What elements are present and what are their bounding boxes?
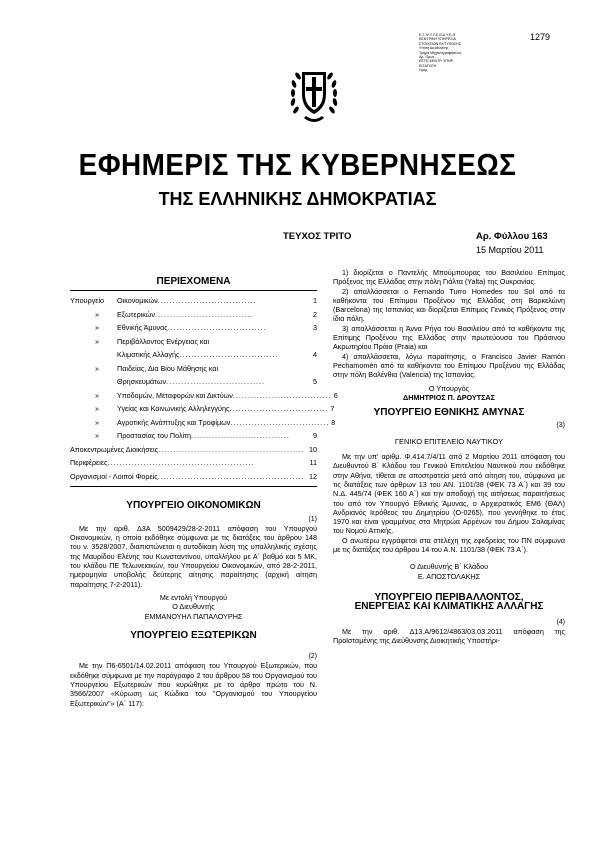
toc-dots: ................................. (232, 390, 332, 400)
gazette-title: ΕΦΗΜΕΡΙΣ ΤΗΣ ΚΥΒΕΡΝΗΣΕΩΣ (78, 147, 517, 182)
stamp-line: ΕΙΣΑΓΩΓΗ (419, 63, 437, 68)
toc-text: Υποδομών, Μεταφορών και Δικτύων (117, 390, 233, 400)
decision-text: Με την Π6-6501/14.02.2011 απόφαση του Υπουργού Εξωτερικών, που εκδόθηκε σύμφωνα με την παράγραφο 2 του άρθρου 58 του Οργανισμού του Υπουργείου Εξωτερικών που κυρώθηκε με το άρθρο πρώτο του Ν. 3566/2007 «Κύρωση ως Κώδικα του "Οργανισμού του Υπουργείου Εξωτερικών"» (Α΄ 117): (70, 661, 317, 708)
toc-entry (70, 470, 317, 484)
toc-entry (70, 321, 317, 335)
signature-name: Ε. ΑΠΟΣΤΟΛΑΚΗΣ (417, 571, 481, 581)
left-column (70, 265, 338, 708)
toc-org: » (95, 336, 99, 346)
toc-org: » (95, 404, 99, 414)
toc-page: 12 (309, 471, 317, 481)
decision-item: 1) διορίζεται ο Παντελής Μπούμπουρας του Βασιλείου Επίτιμος Πρόξενος της Ελλάδας στην πόλη Γιάλτα (Yalta) της Ουκρανίας. (333, 268, 565, 287)
section-heading: ΥΠΟΥΡΓΕΙΟ ΕΞΩΤΕΡΙΚΩΝ (130, 629, 257, 641)
table-of-contents (70, 294, 338, 483)
stamp-line: ΣΤΟΙΧΕΙΩΝ ΕΚΤΥΠΩΣΗΣ (419, 41, 461, 46)
toc-dots: ................................................. (157, 471, 305, 481)
right-column (333, 268, 565, 645)
toc-entry (70, 294, 317, 308)
toc-entry (70, 308, 317, 322)
toc-entry (70, 348, 317, 362)
toc-entry (70, 429, 317, 443)
toc-page: 5 (313, 377, 317, 387)
stamp-line: Ε.Ξ.Ψ.Υ.Υ.Ε.Θ.Α.Υ.Ε.Θ (419, 33, 456, 37)
toc-text: Οικονομικών (117, 296, 158, 306)
decision-item: 3) απαλλάσσεται η Άννα Ρήγα του Βασιλείου από τα καθήκοντα της Επίτιμης Προξένου της Ελλάδας στην πρωτεύουσα του Πράσινου Ακρωτηρίου Πράια (Praia) και (333, 323, 565, 352)
signature-line: Ο Διευθυντής Β΄ Κλάδου (409, 562, 489, 572)
decision-text: Ο ανωτέρω εγγράφεται στα στελέχη της εφεδρείας του ΠΝ σύμφωνα με τις διατάξεις του άρθρου 14 του Α.Ν. 1101/38 (ΦΕΚ 73 Α΄). (333, 535, 565, 555)
decision-item: 2) απαλλάσσεται ο Fernando Turro Homedes του Sol από τα καθήκοντα του Επίτιμου Προξένου της Ελλάδας στη Βαρκελώνη (Barcelona) της Ισπανίας και διορίζεται Επίτιμος Γενικός Πρόξενος στην ίδια πόλη. (333, 286, 565, 324)
toc-text: Θρησκευμάτων (117, 377, 167, 387)
toc-text: Υγείας και Κοινωνικής Αλληλεγγύης (117, 404, 230, 414)
toc-dots: ................................. (229, 404, 329, 414)
toc-dots: ................................................. (158, 444, 305, 454)
decision-number: (2) (308, 653, 317, 661)
decision-text: Με την αριθ. Δ13.Α/9612/4863/03.03.2011 απόφαση της Προϊσταμένης της Διεύθυνσης Διοικητικής Υποστήρι- (333, 626, 565, 646)
toc-page: 10 (309, 444, 317, 454)
decision-number: (3) (556, 422, 565, 430)
toc-dots: ................................. (154, 309, 254, 319)
toc-entry (70, 443, 317, 457)
toc-text: Περιβάλλοντος Ενέργειας και (117, 336, 210, 346)
toc-page: 3 (313, 323, 317, 333)
toc-dots: ................................. (167, 323, 267, 333)
toc-page: 9 (313, 431, 317, 441)
toc-text: Εξωτερικών (117, 309, 155, 319)
signature-line: Ο Διευθυντής (172, 602, 215, 612)
toc-text: Κλιματικής Αλλαγής (117, 350, 180, 360)
toc-dots: ................................. (230, 417, 330, 427)
section-subheading: ΓΕΝΙΚΟ ΕΠΙΤΕΛΕΙΟ ΝΑΥΤΙΚΟΥ (394, 436, 504, 446)
registry-stamp (419, 33, 489, 73)
toc-org: » (95, 323, 99, 333)
stamp-line: Ημερ. (419, 68, 429, 73)
toc-text: Αποκεντρωμένες Διοικήσεις (70, 444, 159, 454)
toc-page: 1 (313, 296, 317, 306)
stamp-line: ΚΕΝΤΡΙΚΗ ΥΠΗΡΕΣΙΑ (419, 37, 456, 42)
stamp-line: Υπ/ση Διεύθυνσης (419, 46, 449, 51)
gazette-subtitle: ΤΗΣ ΕΛΛΗΝΙΚΗΣ ΔΗΜΟΚΡΑΤΙΑΣ (158, 189, 437, 209)
issue-series: ΤΕΥΧΟΣ ΤΡΙΤΟ (283, 231, 352, 242)
issue-label: Αρ. Φύλλου (476, 231, 530, 242)
section-heading: ΥΠΟΥΡΓΕΙΟ ΟΙΚΟΝΟΜΙΚΩΝ (126, 500, 261, 512)
toc-page: 2 (313, 309, 317, 319)
toc-org: » (95, 390, 99, 400)
toc-text: Παιδείας, Δια Βίου Μάθησης και (117, 363, 219, 373)
decision-text: Με την υπ' αριθμ. Φ.414.7/4/11 από 2 Μαρτίου 2011 απόφαση του Διευθυντού Β΄ Κλάδου του Γενικού Επιτελείου Ναυτικού που εκδόθηκε στην Αθήνα, τίθεται σε αποστρατεία μετά από αίτηση του, σύμφωνα με τις διατάξεις των άρθρων 13 του ΑΝ. 1101/38 (ΦΕΚ 73 Α΄) και 39 του Ν.Δ. 445/74 (ΦΕΚ 160 Α΄) και την αποδοχή της αιτήσεως παραιτήσεως του από τον Υπουργό Εθνικής Άμυνας, ο Αρχιερατικός ΕΜ6 (ΘΑΛ) Ανδριανός Ιερόθεος του Δημητρίου (Ο-0265), που γεννήθηκε το έτος 1970 και είναι γραμμένος στα Μητρώα Αρρένων του Δήμου Σαλαμίνας του Νομού Αττικής. (333, 452, 565, 536)
toc-page: 7 (330, 404, 335, 414)
toc-entry (70, 362, 317, 376)
toc-text: Εθνικής Άμυνας (117, 323, 168, 333)
section-heading: ΥΠΟΥΡΓΕΙΟ ΠΕΡΙΒΑΛΛΟΝΤΟΣ, (374, 591, 524, 603)
toc-entry (70, 389, 338, 403)
toc-org: » (95, 309, 99, 319)
issue-date: 15 Μαρτίου 2011 (476, 245, 544, 255)
toc-entry (70, 456, 317, 470)
toc-dots: ................................. (191, 431, 290, 441)
toc-entry (70, 335, 317, 349)
toc-org: Υπουργείο (70, 296, 105, 306)
decision-number: (4) (556, 618, 565, 626)
stamp-line: Τμήμα Μηχανογραφήσεως (419, 50, 462, 55)
decision-number: (1) (308, 515, 317, 523)
toc-text: Προστασίας του Πολίτη (117, 431, 191, 441)
toc-entry (70, 416, 336, 430)
toc-dots: ................................................. (107, 458, 255, 468)
toc-dots: ................................. (166, 377, 265, 387)
signature-line: Με εντολή Υπουργού (159, 592, 228, 602)
signature-name: ΕΜΜΑΝΟΥΗΛ ΠΑΠΑΛΟΥΡΗΣ (144, 611, 243, 621)
toc-page: 11 (309, 458, 317, 468)
toc-entry (70, 375, 317, 389)
signature-name: ΔΗΜΗΤΡΙΟΣ Π. ΔΡΟΥΤΣΑΣ (403, 392, 495, 402)
divider (70, 486, 317, 487)
toc-page: 8 (331, 417, 336, 427)
stamp-line: ΕΕΤΕ-ΚΕΝΤΡ. ΥΠΗΡ. (419, 59, 454, 64)
issue-value: 163 (531, 231, 548, 242)
toc-page: 4 (313, 350, 317, 360)
section-heading: ΥΠΟΥΡΓΕΙΟ ΕΘΝΙΚΗΣ ΑΜΥΝΑΣ (373, 407, 525, 419)
section-heading: ΕΝΕΡΓΕΙΑΣ ΚΑΙ ΚΛΙΜΑΤΙΚΗΣ ΑΛΛΑΓΗΣ (354, 601, 544, 613)
toc-text: Αγροτικής Ανάπτυξης και Τροφίμων (117, 417, 231, 427)
toc-org: » (95, 431, 99, 441)
toc-text: Οργανισμοί - Λοιποί Φορείς (70, 471, 158, 481)
signature-role: Ο Υπουργός (428, 383, 470, 393)
toc-org: » (95, 363, 99, 373)
toc-org: » (95, 417, 99, 427)
toc-dots: ................................. (179, 350, 279, 360)
decision-item: 4) απαλλάσσεται, λόγω παραίτησης, ο Francisco Javier Ramón Pechamomén από τα καθήκοντα του Επίτιμου Προξένου της Ελλάδας στην πόλη Βαλένθια (Valencia) της Ισπανίας. (333, 351, 565, 380)
issue-number (476, 231, 548, 242)
decision-text: Με την αριθ. Δ3Α 5009429/28-2-2011 απόφαση του Υπουργού Οικονομικών, η οποία εκδόθηκε σύμφωνα με τις διατάξεις του άρθρου 148 του ν. 3528/2007, διαπιστώνεται η αυτοδίκαιη λύση της υπαλληλικής σχέσης της Μαυρίδου Ελένης του Κωνσταντίνου, υπαλλήλου με Α΄ βαθμό και 5 ΜΚ, του κλάδου ΠΕ Τελωνειακών, του Υπουργείου Οικονομικών, από 28-2-2011, ημερομηνία υποβολής δεύτερης αίτησης παραίτησης (αρχική αίτηση παραίτησης 7-2-2011). (70, 523, 317, 589)
page-number: 1279 (530, 32, 551, 42)
toc-entry (70, 402, 335, 416)
toc-page: 6 (333, 390, 338, 400)
divider (70, 290, 317, 291)
toc-dots: ................................. (157, 296, 257, 306)
greek-coat-of-arms-icon (287, 60, 341, 126)
stamp-line: Αρ. Πρωτ. ... (419, 55, 440, 60)
toc-text: Περιφέρειες (70, 458, 108, 468)
toc-heading: ΠΕΡΙΕΧΟΜΕΝΑ (156, 276, 231, 287)
